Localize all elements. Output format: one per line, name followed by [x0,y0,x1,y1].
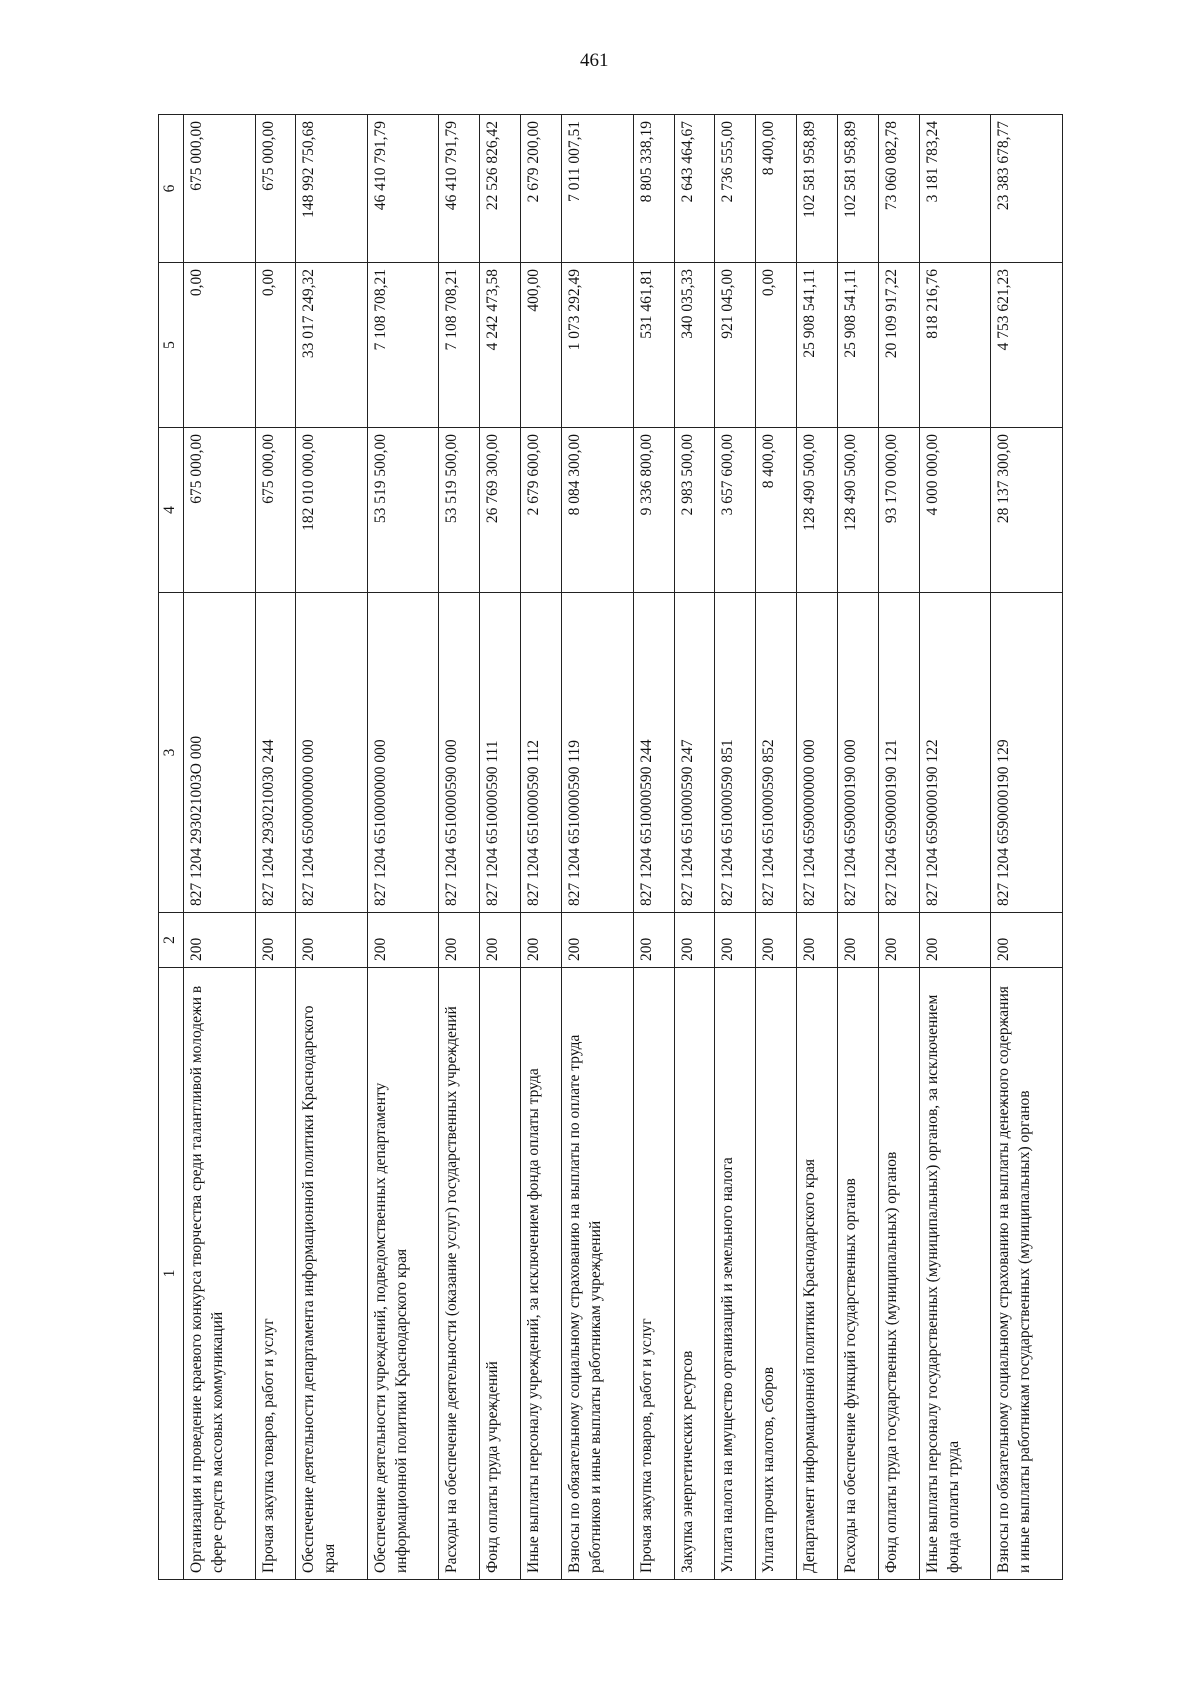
row-executed-amount-cell: 531 461,81 [633,263,674,428]
row-admin-code-cell: 200 [879,913,920,968]
table-row [255,115,296,1580]
row-budget-code-cell: 827 1204 293021003О 000 [184,593,256,913]
row-budget-code-cell: 827 1204 6510000590 851 [715,593,756,913]
row-admin-code-cell: 200 [797,913,838,968]
row-approved-amount-cell: 3 657 600,00 [715,428,756,593]
row-approved-amount-cell: 53 519 500,00 [367,428,439,593]
row-executed-amount-cell: 7 108 708,21 [439,263,480,428]
row-admin-code-cell: 200 [633,913,674,968]
table-row [296,115,368,1580]
row-admin-code-cell: 200 [715,913,756,968]
table-row [367,115,439,1580]
row-budget-code-cell: 827 1204 6590000190 129 [991,593,1063,913]
row-budget-code-cell: 827 1204 6510000590 247 [674,593,715,913]
table-row [919,115,991,1580]
table-row [991,115,1063,1580]
row-budget-code-cell: 827 1204 6500000000 000 [296,593,368,913]
row-name-cell: Организация и проведение краевого конкурса творчества среди талантливой молодежи в сфере средств массовых коммуникаций [184,968,256,1580]
row-remaining-amount-cell: 73 060 082,78 [879,115,920,263]
row-remaining-amount-cell: 7 011 007,51 [562,115,634,263]
table-body [184,115,1063,1580]
row-name-cell: Расходы на обеспечение функций государственных органов [838,968,879,1580]
row-remaining-amount-cell: 2 679 200,00 [521,115,562,263]
row-executed-amount-cell: 921 045,00 [715,263,756,428]
row-admin-code-cell: 200 [255,913,296,968]
table-row [480,115,521,1580]
row-budget-code-cell: 827 1204 6510000590 112 [521,593,562,913]
row-executed-amount-cell: 400,00 [521,263,562,428]
row-name-cell: Расходы на обеспечение деятельности (оказание услуг) государственных учреждений [439,968,480,1580]
row-executed-amount-cell: 0,00 [184,263,256,428]
row-remaining-amount-cell: 2 643 464,67 [674,115,715,263]
header-row [159,115,184,1580]
row-remaining-amount-cell: 8 400,00 [756,115,797,263]
row-approved-amount-cell: 128 490 500,00 [797,428,838,593]
row-admin-code-cell: 200 [184,913,256,968]
row-name-cell: Прочая закупка товаров, работ и услуг [633,968,674,1580]
row-admin-code-cell: 200 [480,913,521,968]
row-approved-amount-cell: 4 000 000,00 [919,428,991,593]
row-approved-amount-cell: 8 400,00 [756,428,797,593]
row-approved-amount-cell: 2 679 600,00 [521,428,562,593]
row-executed-amount-cell: 0,00 [756,263,797,428]
table-row [521,115,562,1580]
row-name-cell: Уплата налога на имущество организаций и земельного налога [715,968,756,1580]
row-remaining-amount-cell: 102 581 958,89 [838,115,879,263]
row-admin-code-cell: 200 [439,913,480,968]
page-number: 461 [580,50,609,71]
row-remaining-amount-cell: 22 526 826,42 [480,115,521,263]
row-remaining-amount-cell: 2 736 555,00 [715,115,756,263]
row-executed-amount-cell: 25 908 541,11 [797,263,838,428]
row-approved-amount-cell: 9 336 800,00 [633,428,674,593]
row-approved-amount-cell: 182 010 000,00 [296,428,368,593]
row-approved-amount-cell: 93 170 000,00 [879,428,920,593]
table-row [633,115,674,1580]
row-budget-code-cell: 827 1204 2930210030 244 [255,593,296,913]
row-approved-amount-cell: 8 084 300,00 [562,428,634,593]
row-admin-code-cell: 200 [838,913,879,968]
row-budget-code-cell: 827 1204 6510000590 852 [756,593,797,913]
row-admin-code-cell: 200 [562,913,634,968]
row-executed-amount-cell: 4 242 473,58 [480,263,521,428]
row-executed-amount-cell: 20 109 917,22 [879,263,920,428]
row-executed-amount-cell: 25 908 541,11 [838,263,879,428]
row-name-cell: Фонд оплаты труда государственных (муниципальных) органов [879,968,920,1580]
column-header: 2 [159,913,184,968]
row-admin-code-cell: 200 [296,913,368,968]
row-approved-amount-cell: 53 519 500,00 [439,428,480,593]
row-approved-amount-cell: 128 490 500,00 [838,428,879,593]
column-header: 1 [159,968,184,1580]
row-admin-code-cell: 200 [674,913,715,968]
row-approved-amount-cell: 675 000,00 [255,428,296,593]
row-executed-amount-cell: 4 753 621,23 [991,263,1063,428]
row-remaining-amount-cell: 46 410 791,79 [367,115,439,263]
row-name-cell: Взносы по обязательному социальному страхованию на выплаты по оплате труда работников и иные выплаты работникам учреждений [562,968,634,1580]
row-admin-code-cell: 200 [756,913,797,968]
row-budget-code-cell: 827 1204 6510000590 119 [562,593,634,913]
rotated-table-container [158,115,1063,1580]
table-row [797,115,838,1580]
row-name-cell: Иные выплаты персоналу государственных (муниципальных) органов, за исключением фонда оплаты труда [919,968,991,1580]
row-remaining-amount-cell: 102 581 958,89 [797,115,838,263]
row-remaining-amount-cell: 675 000,00 [184,115,256,263]
row-approved-amount-cell: 675 000,00 [184,428,256,593]
table-row [756,115,797,1580]
row-name-cell: Обеспечение деятельности учреждений, подведомственных департаменту информационной политики Краснодарского края [367,968,439,1580]
row-budget-code-cell: 827 1204 6590000190 121 [879,593,920,913]
table-row [879,115,920,1580]
table-row [184,115,256,1580]
row-name-cell: Фонд оплаты труда учреждений [480,968,521,1580]
row-budget-code-cell: 827 1204 6510000590 000 [439,593,480,913]
row-admin-code-cell: 200 [991,913,1063,968]
row-executed-amount-cell: 7 108 708,21 [367,263,439,428]
table-row [562,115,634,1580]
column-header: 4 [159,428,184,593]
table-row [715,115,756,1580]
row-executed-amount-cell: 33 017 249,32 [296,263,368,428]
row-executed-amount-cell: 0,00 [255,263,296,428]
row-name-cell: Департамент информационной политики Краснодарского края [797,968,838,1580]
row-executed-amount-cell: 818 216,76 [919,263,991,428]
row-name-cell: Закупка энергетических ресурсов [674,968,715,1580]
row-name-cell: Взносы по обязательному социальному страхованию на выплаты денежного содержания и иные выплаты работникам государственных (муниципальных) органов [991,968,1063,1580]
row-remaining-amount-cell: 3 181 783,24 [919,115,991,263]
table-row [674,115,715,1580]
row-approved-amount-cell: 26 769 300,00 [480,428,521,593]
row-admin-code-cell: 200 [521,913,562,968]
column-header: 5 [159,263,184,428]
row-executed-amount-cell: 340 035,33 [674,263,715,428]
row-budget-code-cell: 827 1204 6510000000 000 [367,593,439,913]
row-remaining-amount-cell: 148 992 750,68 [296,115,368,263]
budget-table [158,114,1063,1580]
column-header: 3 [159,593,184,913]
row-admin-code-cell: 200 [919,913,991,968]
row-name-cell: Прочая закупка товаров, работ и услуг [255,968,296,1580]
row-name-cell: Обеспечение деятельности департамента информационной политики Краснодарского края [296,968,368,1580]
row-budget-code-cell: 827 1204 6510000590 111 [480,593,521,913]
row-name-cell: Иные выплаты персоналу учреждений, за исключением фонда оплаты труда [521,968,562,1580]
table-row [439,115,480,1580]
row-name-cell: Уплата прочих налогов, сборов [756,968,797,1580]
row-budget-code-cell: 827 1204 6590000190 000 [838,593,879,913]
row-remaining-amount-cell: 46 410 791,79 [439,115,480,263]
row-approved-amount-cell: 28 137 300,00 [991,428,1063,593]
row-budget-code-cell: 827 1204 6590000190 122 [919,593,991,913]
row-executed-amount-cell: 1 073 292,49 [562,263,634,428]
table-row [838,115,879,1580]
row-remaining-amount-cell: 23 383 678,77 [991,115,1063,263]
row-admin-code-cell: 200 [367,913,439,968]
row-remaining-amount-cell: 675 000,00 [255,115,296,263]
row-budget-code-cell: 827 1204 6590000000 000 [797,593,838,913]
column-header: 6 [159,115,184,263]
row-budget-code-cell: 827 1204 6510000590 244 [633,593,674,913]
row-remaining-amount-cell: 8 805 338,19 [633,115,674,263]
row-approved-amount-cell: 2 983 500,00 [674,428,715,593]
